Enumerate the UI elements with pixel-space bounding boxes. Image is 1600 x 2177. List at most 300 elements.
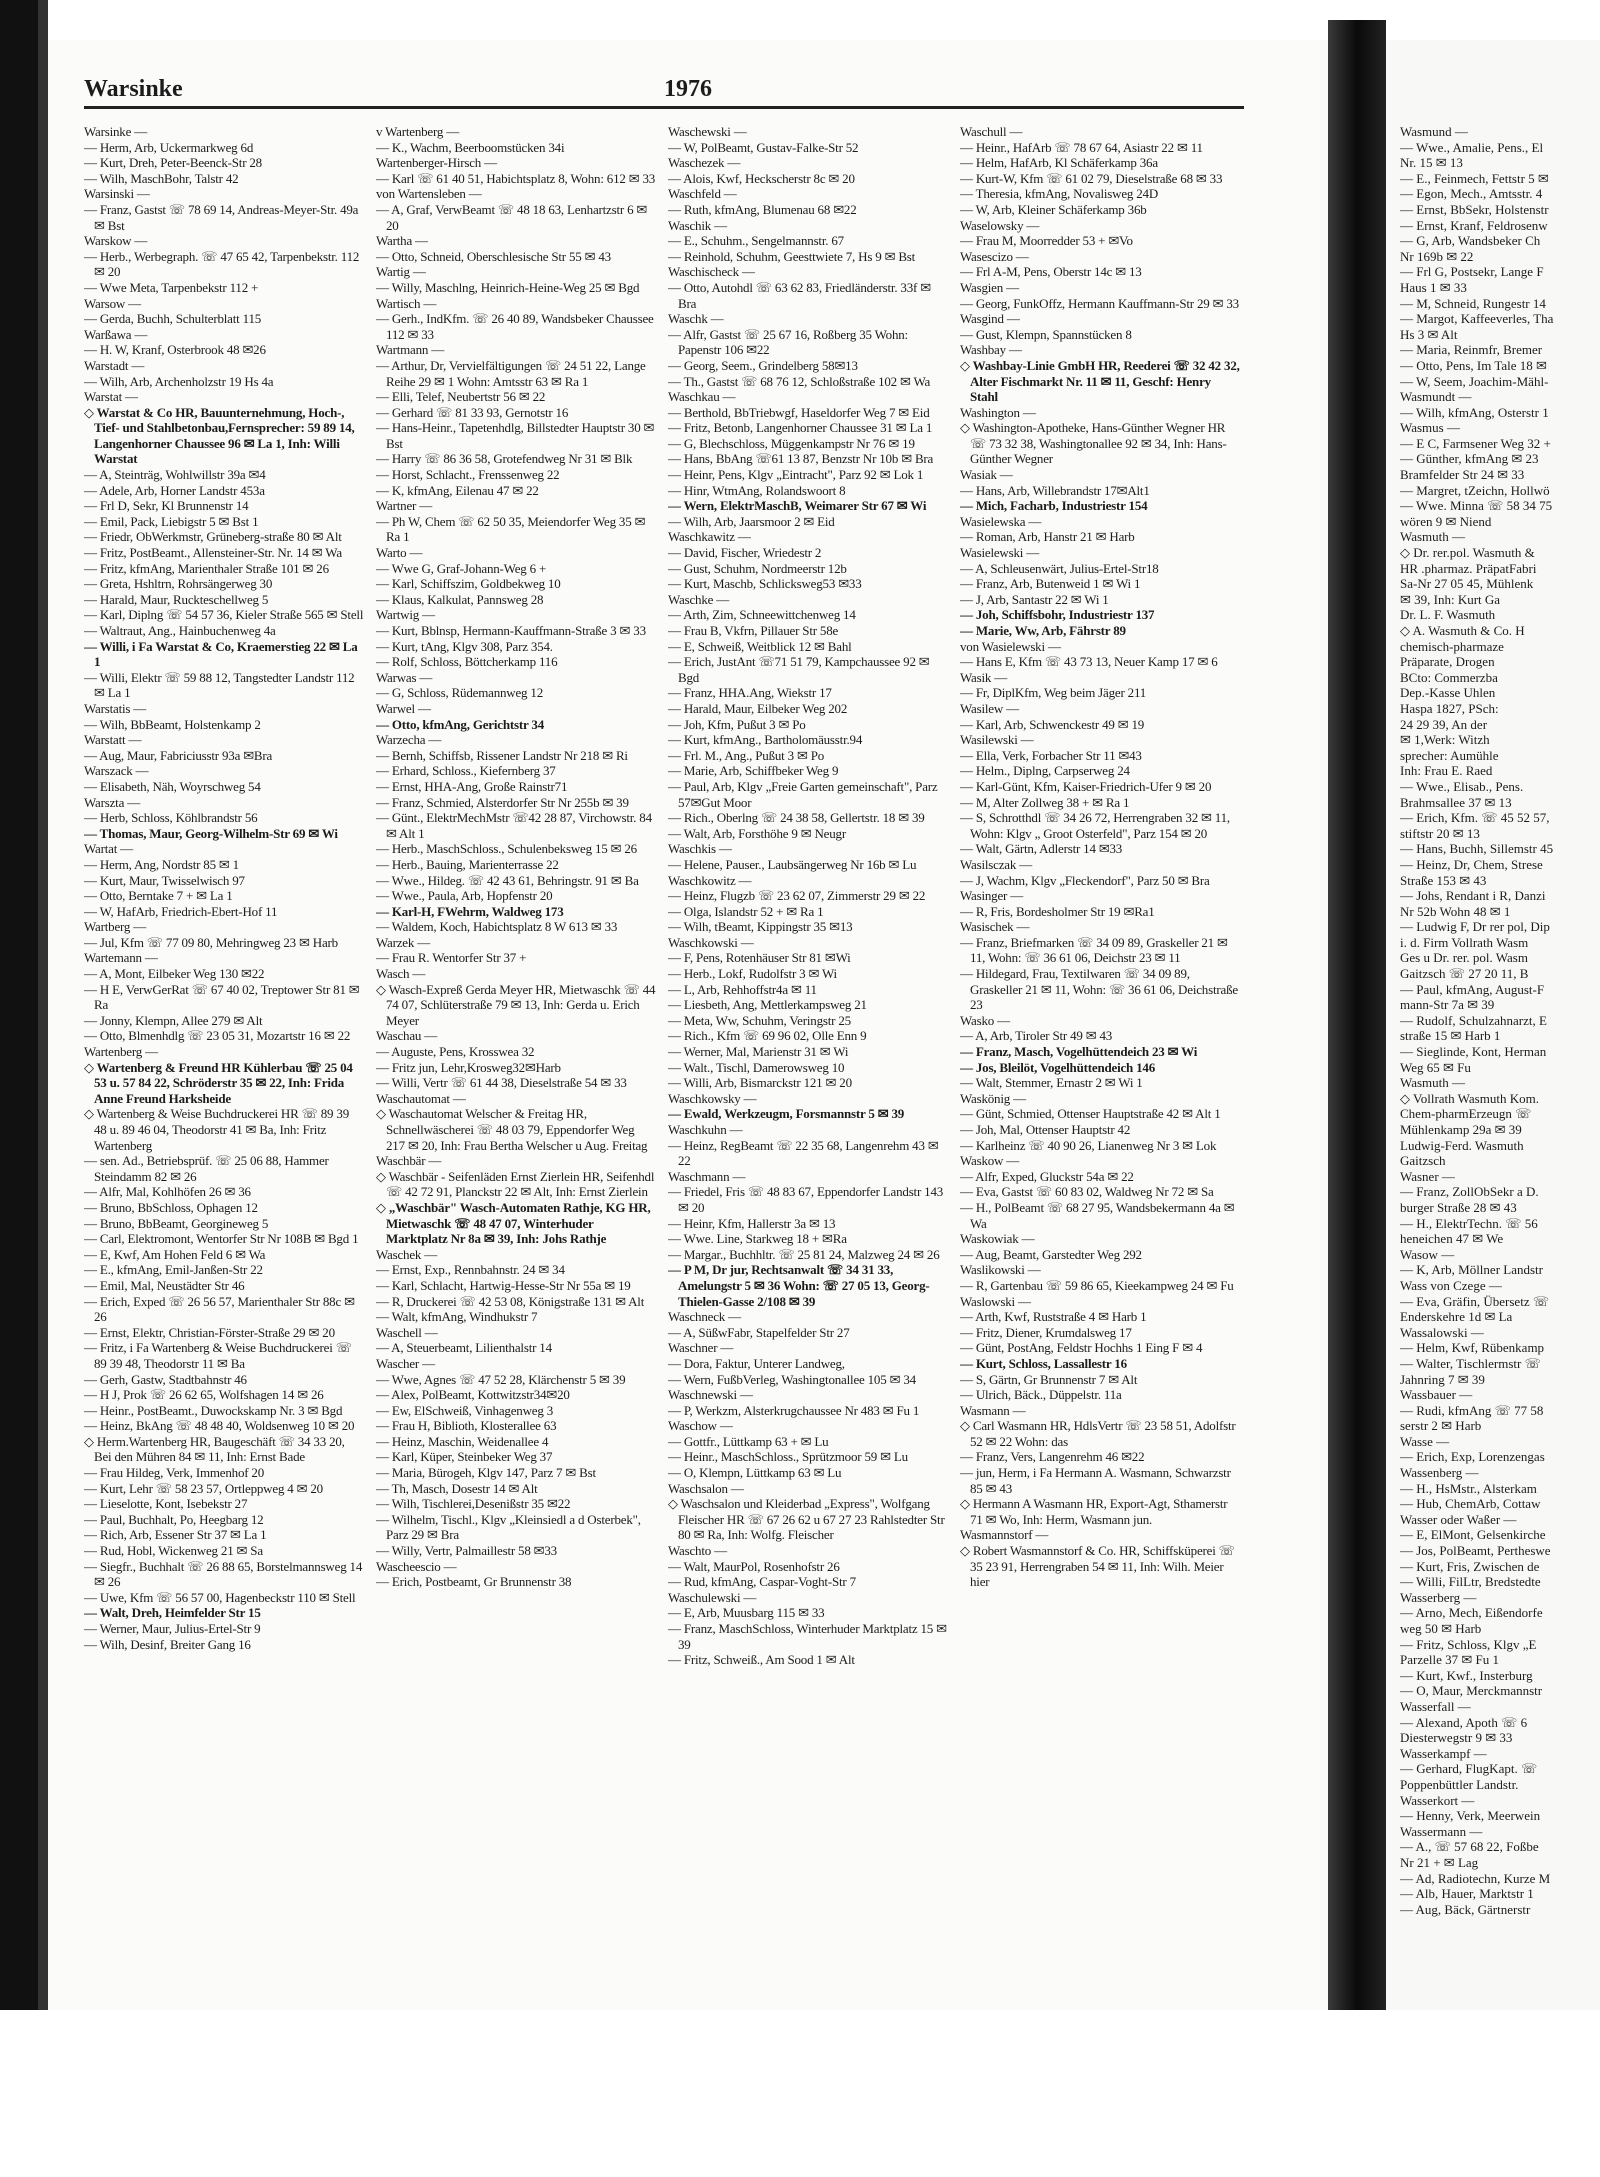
directory-entry: — Johs, Rendant i R, Danzi [1400, 888, 1546, 904]
directory-entry: — Wwe., Elisab., Pens. [1400, 778, 1524, 794]
directory-entry: Wasescizo — [960, 248, 1029, 264]
directory-entry: — K., Wachm, Beerboomstücken 34i [376, 139, 565, 155]
directory-entry: — Kurt-W, Kfm ☏ 61 02 79, Dieselstraße 68 ✉ 33 [960, 170, 1223, 186]
directory-entry: — Ph W, Chem ☏ 62 50 35, Meiendorfer Weg 35 ✉ Ra 1 [376, 513, 646, 545]
directory-entry: Wasow — [1400, 1246, 1455, 1262]
directory-entry: — Ulrich, Bäck., Düppelstr. 11a [960, 1387, 1122, 1403]
directory-entry: Ges u Dr. rer. pol. Wasm [1400, 950, 1528, 966]
directory-entry: Waschek — [376, 1246, 438, 1262]
directory-entry: Wartig — [376, 264, 426, 280]
directory-entry: Wasse — [1400, 1433, 1450, 1449]
directory-entry: Wartenberg — [84, 1044, 158, 1060]
directory-entry: — Helm, Kwf, Rübenkamp [1400, 1340, 1545, 1356]
directory-entry: — A., ☏ 57 68 22, Foßbe [1400, 1839, 1539, 1855]
directory-entry: — Eva, Gräfin, Übersetz ☏ [1400, 1293, 1550, 1309]
directory-entry: — S, Schrotthdl ☏ 34 26 72, Herrengraben 32 ✉ 11, Wohn: Klgv „ Groot Osterfeld", Parz 154 ✉ 20 [960, 810, 1230, 841]
directory-entry: Bramfelder Str 24 ✉ 33 [1400, 467, 1525, 483]
directory-entry: — Klaus, Kalkulat, Pannsweg 28 [376, 591, 544, 607]
directory-entry: Chem-pharmErzeugn ☏ [1400, 1106, 1532, 1122]
directory-entry: Warsow — [84, 295, 141, 311]
directory-entry: — Wwe. Minna ☏ 58 34 75 [1400, 498, 1553, 514]
directory-entry: Brahmsallee 37 ✉ 13 [1400, 794, 1512, 810]
directory-entry: Präparate, Drogen [1400, 654, 1495, 670]
directory-entry: — Werner, Mal, Marienstr 31 ✉ Wi [668, 1044, 849, 1060]
directory-entry: — Aug, Beamt, Garstedter Weg 292 [960, 1246, 1142, 1262]
directory-entry: — Karl ☏ 61 40 51, Habichtsplatz 8, Wohn: 612 ✉ 33 [376, 170, 656, 186]
directory-entry: — Ernst, Elektr, Christian-Förster-Straße 29 ✉ 20 [84, 1324, 335, 1340]
directory-entry: — E., Schuhm., Sengelmannstr. 67 [668, 233, 844, 249]
directory-entry: — Herm, Arb, Uckermarkweg 6d [84, 139, 254, 155]
directory-entry: burger Straße 28 ✉ 43 [1400, 1199, 1517, 1215]
directory-entry: — W, PolBeamt, Gustav-Falke-Str 52 [668, 139, 859, 155]
directory-entry: — Wilh, Desinf, Breiter Gang 16 [84, 1636, 251, 1652]
directory-entry: — Günt, PostAng, Feldstr Hochhs 1 Eing F ✉ 4 [960, 1340, 1203, 1356]
directory-entry: — R, Gartenbau ☏ 59 86 65, Kieekampweg 24 ✉ Fu [960, 1277, 1234, 1293]
directory-entry: — Wwe., Amalie, Pens., El [1400, 139, 1544, 155]
directory-entry: — Franz, MaschSchloss, Winterhuder Marktplatz 15 ✉ 39 [668, 1621, 947, 1652]
directory-entry: — R, Fris, Bordesholmer Str 19 ✉Ra1 [960, 903, 1155, 919]
directory-entry: — Kurt, kfmAng., Bartholomäusstr.94 [668, 732, 863, 748]
directory-entry: — M, Schneid, Rungestr 14 [1400, 295, 1546, 311]
directory-entry: — Paul, Buchhalt, Po, Heegbarg 12 [84, 1511, 264, 1527]
directory-entry: — Walt., Tischl, Damerowsweg 10 [668, 1059, 845, 1075]
directory-entry: Warstadt — [84, 357, 145, 373]
directory-entry: — Willi, FilLtr, Bredstedte [1400, 1574, 1541, 1590]
directory-entry: Wasgien — [960, 279, 1019, 295]
directory-entry: — Thomas, Maur, Georg-Wilhelm-Str 69 ✉ Wi [84, 825, 338, 841]
directory-entry: Haspa 1827, PSch: [1400, 700, 1499, 716]
directory-column-4 [960, 124, 1240, 1984]
directory-entry: Waschkis — [668, 841, 732, 857]
directory-entry: — Wilh, kfmAng, Osterstr 1 [1400, 404, 1549, 420]
scan-left-edge [0, 0, 48, 2010]
directory-entry: — Kurt, Fris, Zwischen de [1400, 1558, 1540, 1574]
directory-entry: — Wilh, Arb, Archenholzstr 19 Hs 4a [84, 373, 274, 389]
directory-entry: — Willy, Maschlng, Heinrich-Heine-Weg 25 ✉ Bgd [376, 279, 640, 295]
directory-entry: — J, Arb, Santastr 22 ✉ Wi 1 [960, 591, 1109, 607]
directory-column-1 [84, 124, 364, 1984]
directory-entry: Waschto — [668, 1543, 727, 1559]
directory-entry: — Frau B, Vkfrn, Pillauer Str 58e [668, 623, 839, 638]
directory-entry: — Marie, Ww, Arb, Fährstr 89 [960, 623, 1126, 638]
directory-entry: — Emil, Pack, Liebigstr 5 ✉ Bst 1 [84, 513, 259, 529]
directory-entry: — David, Fischer, Wriedestr 2 [668, 545, 822, 561]
directory-entry: — Alex, PolBeamt, Kottwitzstr34✉20 [376, 1387, 570, 1403]
directory-entry: Wartner — [376, 498, 432, 514]
directory-entry: Waslikowski — [960, 1262, 1041, 1278]
directory-entry: — Wwe, Agnes ☏ 47 52 28, Klärchenstr 5 ✉ 39 [376, 1371, 626, 1387]
directory-entry: — Elisabeth, Näh, Woyrschweg 54 [84, 778, 261, 794]
directory-entry: Wass von Czege — [1400, 1277, 1502, 1293]
directory-entry: mann-Str 7a ✉ 39 [1400, 997, 1495, 1013]
directory-entry: ◇ Waschautomat Welscher & Freitag HR, Schnellwäscherei ☏ 48 03 79, Eppendorfer Weg 217 ✉ 20, Inh: Frau Bertha Welscher u Aug. Freitag [376, 1106, 648, 1153]
directory-entry: — Georg, FunkOffz, Hermann Kauffmann-Str 29 ✉ 33 [960, 295, 1239, 311]
directory-entry: Warzecha — [376, 732, 442, 748]
directory-entry: — Arno, Mech, Eißendorfe [1400, 1605, 1543, 1621]
directory-entry: — Heinz, Maschin, Weidenallee 4 [376, 1433, 549, 1449]
directory-entry: Parzelle 37 ✉ Fu 1 [1400, 1652, 1499, 1668]
directory-entry: ◇ Wasch-Expreß Gerda Meyer HR, Mietwaschk ☏ 44 74 07, Schlüterstraße 79 ✉ 13, Inh: Gerda u. Erich Meyer [376, 981, 656, 1028]
directory-entry: — Bernh, Schiffsb, Rissener Landstr Nr 218 ✉ Ri [376, 747, 628, 763]
directory-entry: — Arth, Zim, Schneewittchenweg 14 [668, 607, 856, 623]
directory-entry: — H. W, Kranf, Osterbrook 48 ✉26 [84, 342, 266, 358]
directory-entry: — J, Wachm, Klgv „Fleckendorf", Parz 50 ✉ Bra [960, 872, 1210, 888]
directory-entry: ◇ Waschsalon und Kleiderbad „Express", Wolfgang Fleischer HR ☏ 67 26 62 u 67 27 23 Rahlstedter Str 80 ✉ Ra, Inh: Wolfg. Fleischer [668, 1496, 945, 1543]
directory-entry: Wartwig — [376, 607, 435, 623]
directory-entry: — Kurt, Lehr ☏ 58 23 57, Ortleppweg 4 ✉ 20 [84, 1480, 323, 1496]
directory-entry: — Rud, Hobl, Wickenweg 21 ✉ Sa [84, 1543, 263, 1559]
directory-entry: Waslowski — [960, 1293, 1031, 1309]
directory-entry: — Gust, Schuhm, Nordmeerstr 12b [668, 560, 847, 576]
directory-entry: Waschkowski — [668, 934, 754, 950]
directory-entry: — Karlheinz ☏ 40 90 26, Lianenweg Nr 3 ✉ Lok [960, 1137, 1217, 1153]
directory-entry: — Frau M, Moorredder 53 + ✉Vo [960, 233, 1133, 249]
directory-entry: — Herm, Ang, Nordstr 85 ✉ 1 [84, 856, 239, 872]
directory-entry: Wasilsczak — [960, 856, 1033, 872]
directory-entry: — Aug, Maur, Fabriciusstr 93a ✉Bra [84, 747, 273, 763]
directory-entry: — H., HsMstr., Alsterkam [1400, 1480, 1537, 1496]
directory-entry: — Wern, ElektrMaschB, Weimarer Str 67 ✉ Wi [668, 498, 927, 514]
directory-entry: Wasielewska — [960, 513, 1042, 529]
directory-entry: — Lieselotte, Kont, Isebekstr 27 [84, 1496, 248, 1512]
directory-entry: — Herb., MaschSchloss., Schulenbeksweg 15 ✉ 26 [376, 841, 637, 857]
directory-entry: — Fritz, Betonb, Langenhorner Chaussee 31 ✉ La 1 [668, 420, 933, 436]
directory-entry: — Sieglinde, Kont, Herman [1400, 1044, 1547, 1060]
directory-entry: — Hinr, WtmAng, Rolandswoort 8 [668, 482, 846, 498]
directory-entry: — Ew, ElSchweiß, Vinhagenweg 3 [376, 1402, 553, 1418]
directory-entry: — Ella, Verk, Forbacher Str 11 ✉43 [960, 747, 1142, 763]
directory-entry: — Aug, Bäck, Gärtnerstr [1400, 1901, 1531, 1917]
directory-entry: Wasik — [960, 669, 1008, 685]
directory-entry: Waschbär — [376, 1153, 442, 1169]
directory-entry: — Waldem, Koch, Habichtsplatz 8 W 613 ✉ 33 [376, 919, 618, 935]
directory-entry: — Rud, kfmAng, Caspar-Voght-Str 7 [668, 1574, 856, 1590]
directory-entry: Waselowsky — [960, 217, 1040, 233]
directory-entry: Waschner — [668, 1340, 734, 1356]
directory-entry: — G, Blechschloss, Müggenkampstr Nr 76 ✉ 19 [668, 435, 915, 451]
directory-entry: Nr 21 + ✉ Lag [1400, 1854, 1479, 1870]
directory-entry: — Karl, Schiffszim, Goldbekweg 10 [376, 576, 561, 592]
directory-entry: Wasch — [376, 966, 426, 982]
directory-entry: — Wwe., Paula, Arb, Hopfenstr 20 [376, 888, 553, 904]
directory-entry: i. d. Firm Vollrath Wasm [1400, 934, 1529, 950]
directory-entry: — Kurt, tAng, Klgv 308, Parz 354. [376, 638, 553, 654]
directory-entry: ◇ Warstat & Co HR, Bauunternehmung, Hoch-, Tief- und Stahlbetonbau,Fernsprecher: 59 89 14, Langenhorner Chaussee 96 ✉ La 1, Inh: Willi Warstat [84, 404, 355, 467]
directory-entry: — Kurt, Bblnsp, Hermann-Kauffmann-Straße 3 ✉ 33 [376, 623, 646, 638]
directory-entry: — Günther, kfmAng ✉ 23 [1400, 451, 1539, 467]
directory-entry: — Ruth, kfmAng, Blumenau 68 ✉22 [668, 201, 857, 217]
directory-entry: — Hans E, Kfm ☏ 43 73 13, Neuer Kamp 17 ✉ 6 [960, 654, 1218, 670]
directory-entry: — Wwe G, Graf-Johann-Weg 6 + [376, 560, 547, 576]
directory-entry: — Jos, PolBeamt, Pertheswe [1400, 1543, 1551, 1559]
directory-entry: Mühlenkamp 29a ✉ 39 [1400, 1122, 1522, 1137]
directory-entry: — Franz, Masch, Vogelhüttendeich 23 ✉ Wi [960, 1044, 1198, 1060]
directory-entry: ◇ Wartenberg & Freund HR Kühlerbau ☏ 25 04 53 u. 57 84 22, Schröderstr 35 ✉ 22, Inh: Frida Anne Freund Harksheide [84, 1059, 353, 1106]
directory-entry: — K, kfmAng, Eilenau 47 ✉ 22 [376, 482, 539, 498]
directory-entry: Straße 153 ✉ 43 [1400, 872, 1487, 888]
directory-entry: Waskow — [960, 1153, 1020, 1169]
directory-entry: — Th., Gastst ☏ 68 76 12, Schloßstraße 102 ✉ Wa [668, 373, 931, 389]
directory-entry: ◇ Herm.Wartenberg HR, Baugeschäft ☏ 34 33 20, Bei den Mühren 84 ✉ 11, Inh: Ernst Bade [84, 1433, 345, 1465]
directory-entry: — Rudolf, Schulzahnarzt, E [1400, 1012, 1547, 1028]
directory-entry: Gaitzsch ☏ 27 20 11, B [1400, 966, 1529, 982]
directory-entry: Warzek — [376, 934, 431, 950]
directory-entry: Waschewski — [668, 124, 747, 139]
directory-entry: — Wwe., Hildeg. ☏ 42 43 61, Behringstr. 91 ✉ Ba [376, 872, 639, 888]
directory-entry: Wasmundt — [1400, 389, 1472, 405]
directory-entry: Inh: Frau E. Raed [1400, 763, 1493, 779]
directory-entry: Warstat — [84, 389, 138, 405]
directory-entry: — Rich., Kfm ☏ 69 96 02, Olle Enn 9 [668, 1028, 867, 1044]
directory-entry: — Franz, Vers, Langenrehm 46 ✉22 [960, 1449, 1145, 1465]
header-rule [84, 106, 1244, 109]
page-number: 1976 [664, 76, 712, 102]
directory-entry: — Karl-Günt, Kfm, Kaiser-Friedrich-Ufer 9 ✉ 20 [960, 778, 1212, 794]
directory-entry: Wascheescio — [376, 1558, 457, 1574]
directory-entry: Wasmus — [1400, 420, 1460, 436]
directory-entry: — Franz, Briefmarken ☏ 34 09 89, Graskeller 21 ✉ 11, Wohn: ☏ 36 61 06, Deichstr 23 ✉ 11 [960, 934, 1228, 966]
directory-entry: Nr. 15 ✉ 13 [1400, 155, 1463, 171]
directory-entry: — L, Arb, Rehhoffstr4a ✉ 11 [668, 981, 817, 997]
directory-entry: ◇ Carl Wasmann HR, HdlsVertr ☏ 23 58 51, Adolfstr 52 ✉ 22 Wohn: das [960, 1418, 1236, 1449]
directory-entry: ◇ Dr. rer.pol. Wasmuth & [1400, 545, 1535, 561]
directory-entry: Waskowiak — [960, 1231, 1035, 1247]
directory-entry: — Wwe. Line, Starkweg 18 + ✉Ra [668, 1231, 847, 1247]
directory-entry: Waschke — [668, 591, 730, 607]
directory-entry: — H., PolBeamt ☏ 68 27 95, Wandsbekermann 4a ✉ Wa [960, 1199, 1235, 1231]
directory-entry: — Meta, Ww, Schuhm, Veringstr 25 [668, 1012, 851, 1028]
directory-entry: — Jos, Bleilöt, Vogelhüttendeich 146 [960, 1059, 1156, 1075]
directory-entry: Wasielewski — [960, 545, 1040, 561]
directory-entry: — S, Gärtn, Gr Brunnenstr 7 ✉ Alt [960, 1371, 1138, 1387]
directory-entry: — Emil, Mal, Neustädter Str 46 [84, 1277, 245, 1293]
directory-entry: — Frau Hildeg, Verk, Immenhof 20 [84, 1465, 265, 1481]
directory-entry: Diesterwegstr 9 ✉ 33 [1400, 1730, 1513, 1746]
directory-entry: — Jonny, Klempn, Allee 279 ✉ Alt [84, 1012, 263, 1028]
directory-entry: BCto: Commerzba [1400, 669, 1498, 685]
directory-entry: Wasser oder Waßer — [1400, 1511, 1517, 1527]
directory-entry: — Wilh, Tischlerei,Desenißstr 35 ✉22 [376, 1496, 571, 1512]
directory-entry: — Maria, Bürogeh, Klgv 147, Parz 7 ✉ Bst [376, 1465, 596, 1481]
directory-entry: — Siegfr., Buchhalt ☏ 26 88 65, Borstelmannsweg 14 ✉ 26 [84, 1558, 363, 1590]
directory-entry: HR .pharmaz. PräpatFabri [1400, 560, 1537, 576]
directory-entry: ◇ „Waschbär" Wasch-Automaten Rathje, KG HR, Mietwaschk ☏ 48 47 07, Winterhuder Marktplatz Nr 8a ✉ 39, Inh: Johs Rathje [376, 1199, 651, 1247]
directory-entry: Jahnring 7 ✉ 39 [1400, 1371, 1485, 1387]
directory-entry: — Fritz, Schloss, Klgv „E [1400, 1636, 1537, 1652]
directory-entry: — Paul, Arb, Klgv „Freie Garten gemeinschaft", Parz 57✉Gut Moor [668, 778, 938, 810]
directory-entry: — Willy, Vertr, Palmaillestr 58 ✉33 [376, 1543, 557, 1559]
directory-entry: Waskönig — [960, 1090, 1026, 1106]
directory-columns [84, 124, 1244, 1984]
directory-entry: Wasserkort — [1400, 1792, 1475, 1808]
directory-entry: — Wern, FußbVerleg, Washingtonallee 105 ✉ 34 [668, 1371, 916, 1387]
directory-entry: — Margret, tZeichn, Hollwö [1400, 482, 1550, 498]
directory-entry: — Heinr., HafArb ☏ 78 67 64, Asiastr 22 ✉ 11 [960, 139, 1203, 155]
directory-entry: — Gottfr., Lüttkamp 63 + ✉ Lu [668, 1433, 829, 1449]
directory-entry: — Otto, Schneid, Oberschlesische Str 55 ✉ 43 [376, 248, 611, 264]
directory-entry: ◇ Washbay-Linie GmbH HR, Reederei ☏ 32 42 32, Alter Fischmarkt Nr. 11 ✉ 11, Geschf: Henry Stahl [960, 357, 1240, 405]
directory-entry: — Heinr., PostBeamt., Duwockskamp Nr. 3 ✉ Bgd [84, 1402, 343, 1418]
directory-entry: — Fritz, PostBeamt., Allensteiner-Str. Nr. 14 ✉ Wa [84, 545, 342, 561]
directory-entry: Waschkowitz — [668, 872, 752, 888]
directory-entry: Wartemann — [84, 950, 158, 966]
directory-entry: Wassbauer — [1400, 1387, 1473, 1403]
directory-entry: Wasischek — [960, 919, 1030, 935]
directory-entry: — Otto, Pens, Im Tale 18 ✉ [1400, 357, 1547, 373]
directory-entry: — Horst, Schlacht., Frenssenweg 22 [376, 467, 560, 483]
directory-entry: ✉ 1,Werk: Witzh [1400, 732, 1490, 748]
directory-entry: — Erich, Exp, Lorenzengas [1400, 1449, 1545, 1465]
directory-entry: — Frl D, Sekr, Kl Brunnenstr 14 [84, 498, 249, 514]
directory-entry: — Karl-H, FWehrm, Waldweg 173 [376, 903, 564, 919]
directory-entry: Haus 1 ✉ 33 [1400, 279, 1467, 295]
directory-entry: Wasmannstorf — [960, 1527, 1049, 1543]
directory-entry: — Frl. M., Ang., Pußut 3 ✉ Po [668, 747, 825, 763]
directory-entry: Warskow — [84, 233, 148, 249]
directory-entry: — Harald, Maur, Eilbeker Weg 202 [668, 700, 848, 716]
directory-entry: Wassermann — [1400, 1823, 1483, 1839]
directory-entry: Waschmann — [668, 1168, 746, 1184]
page-header [84, 70, 1244, 110]
directory-entry: — A, Arb, Tiroler Str 49 ✉ 43 [960, 1028, 1113, 1044]
directory-entry: Waschfeld — [668, 186, 737, 202]
directory-entry: — Joh, Mal, Ottenser Hauptstr 42 [960, 1122, 1131, 1137]
directory-entry: — Arthur, Dr, Vervielfältigungen ☏ 24 51 22, Lange Reihe 29 ✉ 1 Wohn: Amtsstr 63 ✉ Ra 1 [376, 357, 646, 389]
directory-entry: ◇ Robert Wasmannstorf & Co. HR, Schiffsküperei ☏ 35 23 91, Herrengraben 54 ✉ 11, Inh: Wilh. Meier hier [960, 1543, 1235, 1590]
directory-entry: Enderskehre 1d ✉ La [1400, 1309, 1513, 1325]
directory-entry: — Erich, Postbeamt, Gr Brunnenstr 38 [376, 1574, 572, 1590]
directory-entry: Waschischeck — [668, 264, 755, 280]
directory-entry: — Heinr., MaschSchloss., Sprützmoor 59 ✉ Lu [668, 1449, 908, 1465]
running-head-name: Warsinke [84, 76, 183, 102]
directory-entry: — Margot, Kaffeeverles, Tha [1400, 311, 1554, 327]
directory-entry: ✉ 39, Inh: Kurt Ga [1400, 591, 1501, 607]
directory-entry: — H E, VerwGerRat ☏ 67 40 02, Treptower Str 81 ✉ Ra [84, 981, 360, 1013]
directory-entry: — Frau H, Biblioth, Klosterallee 63 [376, 1418, 557, 1434]
directory-entry: — Harry ☏ 86 36 58, Grotefendweg Nr 31 ✉ Blk [376, 451, 633, 467]
directory-entry: — E C, Farmsener Weg 32 + [1400, 435, 1551, 451]
directory-entry: Warwas — [376, 669, 433, 685]
directory-entry: Nr 169b ✉ 22 [1400, 248, 1474, 264]
directory-entry: — Gerhard ☏ 81 33 93, Gernotstr 16 [376, 404, 569, 420]
directory-entry: — Olga, Islandstr 52 + ✉ Ra 1 [668, 903, 824, 919]
directory-entry: Wasserberg — [1400, 1589, 1477, 1605]
directory-entry: weg 50 ✉ Harb [1400, 1621, 1482, 1636]
directory-entry: — Gerh., IndKfm. ☏ 26 40 89, Wandsbeker Chaussee 112 ✉ 33 [376, 311, 654, 342]
scan-bottom-margin [0, 2010, 1600, 2177]
directory-entry: Warßawa — [84, 326, 148, 342]
directory-entry: — Heinr, Kfm, Hallerstr 3a ✉ 13 [668, 1215, 836, 1231]
directory-entry: Wasmann — [960, 1402, 1026, 1418]
directory-entry: — Ernst, HHA-Ang, Große Rainstr71 [376, 778, 568, 794]
directory-entry: — Heinz, Dr, Chem, Strese [1400, 856, 1543, 872]
directory-entry: — A, Schleusenwärt, Julius-Ertel-Str18 [960, 560, 1159, 576]
directory-entry: — sen. Ad., Betriebsprüf. ☏ 25 06 88, Hammer Steindamm 82 ✉ 26 [84, 1153, 329, 1184]
directory-entry: — Franz, Arb, Butenweid 1 ✉ Wi 1 [960, 576, 1141, 592]
directory-entry: Warszack — [84, 763, 149, 779]
directory-entry: straße 15 ✉ Harb 1 [1400, 1028, 1501, 1044]
directory-entry: Warstatt — [84, 732, 142, 748]
directory-entry: — Heinz, BkAng ☏ 48 48 40, Woldsenweg 10 ✉ 20 [84, 1418, 355, 1434]
directory-entry: ◇ Vollrath Wasmuth Kom. [1400, 1090, 1539, 1106]
directory-entry: — Georg, Seem., Grindelberg 58✉13 [668, 357, 858, 373]
directory-entry: — Henny, Verk, Meerwein [1400, 1808, 1541, 1824]
directory-entry: — Wilh, MaschBohr, Talstr 42 [84, 170, 239, 186]
directory-entry: — Alfr, Mal, Kohlhöfen 26 ✉ 36 [84, 1184, 251, 1200]
directory-entry: — Ernst, BbSekr, Holstenstr [1400, 201, 1549, 217]
next-page-fragment [1386, 40, 1600, 2010]
directory-entry: — Hans, Buchh, Sillemstr 45 [1400, 841, 1554, 857]
directory-entry: — E, ElMont, Gelsenkirche [1400, 1527, 1546, 1543]
directory-entry: — Erich, Exped ☏ 26 56 57, Marienthaler Str 88c ✉ 26 [84, 1293, 355, 1325]
directory-entry: — Alb, Hauer, Marktstr 1 [1400, 1886, 1534, 1902]
directory-entry: — Hans-Heinr., Tapetenhdlg, Billstedter Hauptstr 30 ✉ Bst [376, 420, 655, 451]
directory-entry: — Fr, DiplKfm, Weg beim Jäger 211 [960, 685, 1147, 701]
directory-entry: — Rudi, kfmAng ☏ 77 58 [1400, 1402, 1544, 1418]
directory-entry: von Wasielewski — [960, 638, 1061, 654]
directory-entry: Waschell — [376, 1324, 438, 1340]
directory-entry: — Günt, Schmied, Ottenser Hauptstraße 42 ✉ Alt 1 [960, 1106, 1221, 1122]
directory-entry: Hs 3 ✉ Alt [1400, 326, 1458, 342]
directory-entry: Wartenberger-Hirsch — [376, 155, 497, 171]
directory-entry: — Egon, Mech., Amtsstr. 4 [1400, 186, 1543, 202]
directory-entry: — Joh, Schiffsbohr, Industriestr 137 [960, 607, 1155, 623]
directory-entry: — Walt, MaurPol, Rosenhofstr 26 [668, 1558, 840, 1574]
directory-entry: — Frl A-M, Pens, Oberstr 14c ✉ 13 [960, 264, 1142, 280]
directory-entry: — Willi, i Fa Warstat & Co, Kraemerstieg 22 ✉ La 1 [84, 638, 358, 670]
directory-entry: — Mich, Facharb, Industriestr 154 [960, 498, 1148, 514]
directory-entry: Waschkowsky — [668, 1090, 757, 1106]
directory-entry: — Helm., Diplng, Carpserweg 24 [960, 763, 1130, 779]
directory-entry: chemisch-pharmaze [1400, 638, 1504, 654]
directory-entry: — Ernst, Kranf, Feldrosenw [1400, 217, 1548, 233]
directory-entry: Wasgind — [960, 311, 1020, 327]
directory-entry: Wasinger — [960, 888, 1024, 904]
directory-entry: Wasserfall — [1400, 1698, 1471, 1714]
directory-entry: Wartberg — [84, 919, 147, 935]
directory-entry: — O, Klempn, Lüttkamp 63 ✉ Lu [668, 1465, 842, 1481]
directory-entry: Wasmuth — [1400, 529, 1466, 545]
directory-entry: Wartat — [84, 841, 133, 857]
directory-entry: Wasmund — [1400, 124, 1468, 139]
directory-entry: ◇ Hermann A Wasmann HR, Export-Agt, Sthamerstr 71 ✉ Wo, Inh: Herm, Wasmann jun. [960, 1496, 1228, 1527]
directory-entry: — Maria, Reinmfr, Bremer [1400, 342, 1543, 358]
directory-entry: — Adele, Arb, Horner Landstr 453a [84, 482, 265, 498]
directory-entry: — E., Feinmech, Fettstr 5 ✉ [1400, 170, 1549, 186]
directory-entry: — Helm, HafArb, Kl Schäferkamp 36a [960, 155, 1158, 171]
directory-entry: stiftstr 20 ✉ 13 [1400, 825, 1480, 841]
directory-entry: Dep.-Kasse Uhlen [1400, 685, 1496, 701]
directory-entry: Gaitzsch [1400, 1153, 1446, 1169]
directory-entry: — Herb., Lokf, Rudolfstr 3 ✉ Wi [668, 966, 837, 982]
directory-entry: — Bruno, BbSchloss, Ophagen 12 [84, 1199, 258, 1215]
directory-entry: — Rolf, Schloss, Böttcherkamp 116 [376, 654, 558, 670]
directory-entry: — Hildegard, Frau, Textilwaren ☏ 34 09 89, Graskeller 21 ✉ 11, Wohn: ☏ 36 61 06, Deichstraße 23 [960, 966, 1238, 1013]
directory-entry: — Th, Masch, Dosestr 14 ✉ Alt [376, 1480, 538, 1496]
directory-entry: — Walt, Gärtn, Adlerstr 14 ✉33 [960, 841, 1123, 857]
directory-entry: — Friedr, ObWerkmstr, Grüneberg-straße 80 ✉ Alt [84, 529, 342, 545]
directory-entry: Waschull — [960, 124, 1023, 139]
directory-entry: ◇ Waschbär - Seifenläden Ernst Zierlein HR, Seifenhdl ☏ 42 72 91, Planckstr 22 ✉ Alt, Inh: Ernst Zierlein [376, 1168, 655, 1200]
directory-entry: — Karl, Diplng ☏ 54 57 36, Kieler Straße 565 ✉ Stell [84, 607, 364, 623]
directory-entry: — Liesbeth, Ang, Mettlerkampsweg 21 [668, 997, 867, 1013]
directory-entry: — M, Alter Zollweg 38 + ✉ Ra 1 [960, 794, 1130, 810]
directory-entry: — Gerda, Buchh, Schulterblatt 115 [84, 311, 262, 327]
directory-entry: — A, Steuerbeamt, Lilienthalstr 14 [376, 1340, 552, 1356]
directory-entry: Wartha — [376, 233, 428, 249]
directory-entry: — Kurt, Dreh, Peter-Beenck-Str 28 [84, 155, 262, 171]
directory-entry: — Otto, Blmenhdlg ☏ 23 05 31, Mozartstr 16 ✉ 22 [84, 1028, 351, 1044]
